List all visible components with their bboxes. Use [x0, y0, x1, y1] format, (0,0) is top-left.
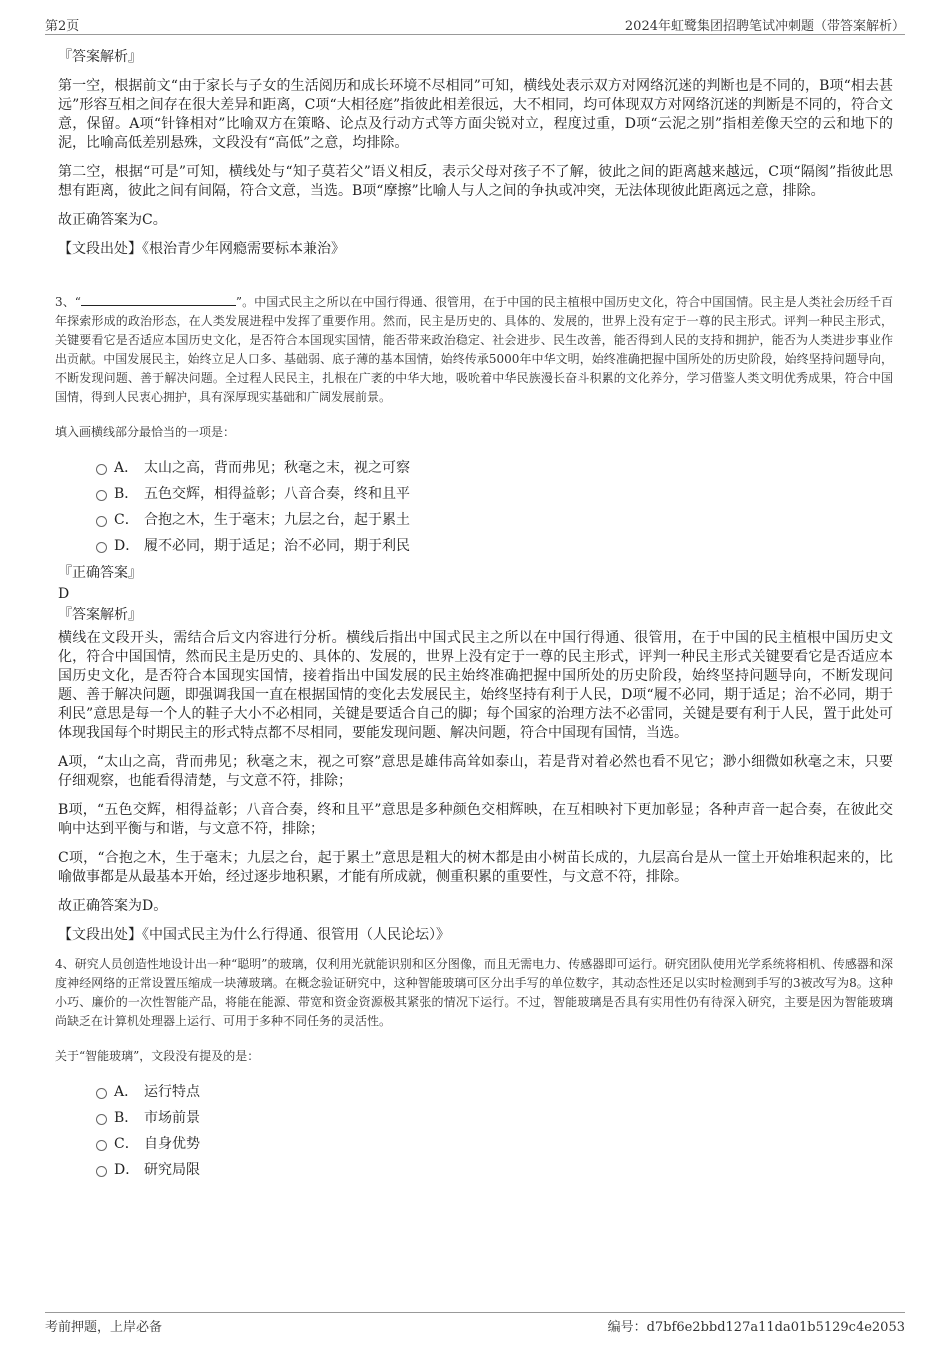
radio-icon[interactable]: [96, 1140, 107, 1151]
option-text: 合抱之木，生于毫末；九层之台，起于累土: [144, 512, 410, 528]
q3-correct-label: 『正确答案』: [58, 565, 142, 581]
radio-icon[interactable]: [96, 1114, 107, 1125]
q4-options: [96, 1079, 893, 1183]
radio-icon[interactable]: [96, 516, 107, 527]
radio-icon[interactable]: [96, 1166, 107, 1177]
radio-icon[interactable]: [96, 464, 107, 475]
q3-stem-text: ”。中国式民主之所以在中国行得通、很管用，在于中国的民主植根中国历史文化，符合中国国情。民主是人类社会历经千百年探索形成的政治形态，在人类发展进程中发挥了重要作用。然而，民主是历史的、具体的、发展的，世界上没有定于一尊的民主形式。评判一种民主形式，关键要看它是否适应本国历史文化，是否符合本国现实国情，能否带来政治稳定、社会进步、民生改善，能否得到人民的支持和拥护，能否为人类进步事业作出贡献。中国发展民主，始终立足人口多、基础弱、底子薄的基本国情，始终传承5000年中华文明，始终准确把握中国所处的历史阶段，始终坚持问题导向，不断发现问题、善于解决问题。全过程人民民主，扎根在广袤的中华大地，吸吮着中华民族漫长奋斗积累的文化养分，学习借鉴人类文明优秀成果，符合中国国情，得到人民衷心拥护，具有深厚现实基础和广阔发展前景。: [55, 295, 893, 404]
q4-option-b[interactable]: [96, 1105, 893, 1131]
radio-icon[interactable]: [96, 490, 107, 501]
document-title: 2024年虹鹭集团招聘笔试冲刺题（带答案解析）: [624, 19, 905, 34]
q3-analysis-label: 『答案解析』: [58, 607, 142, 623]
page-footer: [45, 1312, 905, 1335]
q2-analysis-para1: 第一空，根据前文“由于家长与子女的生活阅历和成长环境不尽相同”可知，横线处表示双方对网络沉迷的判断也是不同的，B项“相去甚远”形容互相之间存在很大差异和距离，C项“大相径庭”指彼此相差很远，大不相同，均可体现双方对网络沉迷的判断是不同的，符合文意，保留。A项“针锋相对”比喻双方在策略、论点及行动方式等方面尖锐对立，程度过重，D项“云泥之别”指相差像天空的云和地下的泥，比喻高低差别悬殊，文段没有“高低”之意，均排除。: [58, 78, 893, 151]
q4-option-d[interactable]: [96, 1157, 893, 1183]
page-number: 第2页: [45, 19, 80, 34]
q3-conclusion: 故正确答案为D。: [58, 898, 168, 914]
q2-conclusion: 故正确答案为C。: [58, 212, 167, 228]
q2-source: 【文段出处】《根治青少年网瘾需要标本兼治》: [58, 241, 345, 257]
q4-option-a[interactable]: [96, 1079, 893, 1105]
option-text: 自身优势: [144, 1136, 200, 1152]
q2-analysis-para2: 第二空，根据“可是”可知，横线处与“知子莫若父”语义相反，表示父母对孩子不了解，彼此之间的距离越来越远，C项“隔阂”指彼此思想有距离，彼此之间有间隔，符合文意，当选。B项“摩擦”比喻人与人之间的争执或冲突，无法体现彼此距离远之意，排除。: [58, 164, 893, 199]
option-letter: D．: [114, 1162, 140, 1178]
option-letter: A．: [114, 460, 139, 476]
q3-analysis-main: 横线在文段开头，需结合后文内容进行分析。横线后指出中国式民主之所以在中国行得通、很管用，在于中国的民主植根中国历史文化，符合中国国情，然而民主是历史的、具体的、发展的，世界上没有定于一尊的民主形式，评判一种民主形式关键要看它是否适应本国历史文化，是否符合本国现实国情，接着指出中国发展的民主始终准确把握中国所处的历史阶段，始终坚持问题导向，不断发现问题、善于解决问题，即强调我国一直在根据国情的变化去发展民主，始终坚持有利于人民，D项“履不必同，期于适足；治不必同，期于利民”意思是每一个人的鞋子大小不必相同，关键是要适合自己的脚；每个国家的治理方法不必雷同，关键是要有利于人民，置于此处可体现我国每个时期民主的形式特点都不尽相同，要能发现问题、解决问题，符合中国现有国情，当选。: [58, 630, 893, 741]
q4-option-c[interactable]: [96, 1131, 893, 1157]
option-text: 运行特点: [144, 1084, 200, 1100]
option-letter: B．: [114, 486, 139, 502]
q3-stem: [55, 293, 893, 407]
document-body: [55, 45, 893, 1187]
option-letter: C．: [114, 1136, 139, 1152]
q3-analysis-c: C项，“合抱之木，生于毫末；九层之台，起于累土”意思是粗大的树木都是由小树苗长成的，九层高台是从一筐土开始堆积起来的，比喻做事都是从最基本开始，经过逐步地积累，才能有所成就，侧重积累的重要性，与文意不符，排除。: [58, 850, 893, 885]
radio-icon[interactable]: [96, 542, 107, 553]
q3-options: [96, 455, 893, 559]
q3-prompt: 填入画横线部分最恰当的一项是：: [55, 425, 236, 439]
page-header: [45, 12, 905, 35]
q3-analysis-a: A项，“太山之高，背而弗见；秋毫之末，视之可察”意思是雄伟高耸如泰山，若是背对着必然也看不见它；渺小细微如秋毫之末，只要仔细观察，也能看得清楚，与文意不符，排除；: [58, 754, 893, 789]
option-text: 太山之高，背而弗见；秋毫之末，视之可察: [144, 460, 410, 476]
option-text: 五色交辉，相得益彰；八音合奏，终和且平: [144, 486, 410, 502]
q4-stem: 4、研究人员创造性地设计出一种“聪明”的玻璃，仅利用光就能识别和区分图像，而且无需电力、传感器即可运行。研究团队使用光学系统将相机、传感器和深度神经网络的正常设置压缩成一块薄玻璃。在概念验证研究中，这种智能玻璃可区分出手写的单位数字，其动态性还足以实时检测到手写的3被改写为8。这种小巧、廉价的一次性智能产品，将能在能源、带宽和资金资源极其紧张的情况下运行。不过，智能玻璃是否具有实用性仍有待深入研究，主要是因为智能玻璃尚缺乏在计算机处理器上运行、可用于多种不同任务的灵活性。: [55, 957, 893, 1028]
option-text: 研究局限: [144, 1162, 200, 1178]
option-text: 履不必同，期于适足；治不必同，期于利民: [144, 538, 410, 554]
q3-blank-line: [81, 293, 236, 306]
q3-number: 3、“: [55, 295, 81, 309]
option-letter: B．: [114, 1110, 139, 1126]
q3-option-d[interactable]: [96, 533, 893, 559]
q3-option-c[interactable]: [96, 507, 893, 533]
q4-prompt: 关于“智能玻璃”，文段没有提及的是：: [55, 1049, 260, 1063]
q2-analysis-label: 『答案解析』: [58, 49, 142, 65]
option-letter: A．: [114, 1084, 139, 1100]
q3-analysis-b: B项，“五色交辉，相得益彰；八音合奏，终和且平”意思是多种颜色交相辉映，在互相映衬下更加彰显；各种声音一起合奏，在彼此交响中达到平衡与和谐，与文意不符，排除；: [58, 802, 893, 837]
option-text: 市场前景: [144, 1110, 200, 1126]
q3-option-a[interactable]: [96, 455, 893, 481]
q3-correct-answer: D: [58, 586, 70, 602]
radio-icon[interactable]: [96, 1088, 107, 1099]
q3-source: 【文段出处】《中国式民主为什么行得通、很管用（人民论坛）》: [58, 927, 450, 943]
q3-option-b[interactable]: [96, 481, 893, 507]
option-letter: D．: [114, 538, 140, 554]
footer-slogan: 考前押题，上岸必备: [45, 1320, 163, 1335]
document-id: 编号：d7bf6e2bbd127a11da01b5129c4e2053: [607, 1320, 905, 1335]
option-letter: C．: [114, 512, 139, 528]
